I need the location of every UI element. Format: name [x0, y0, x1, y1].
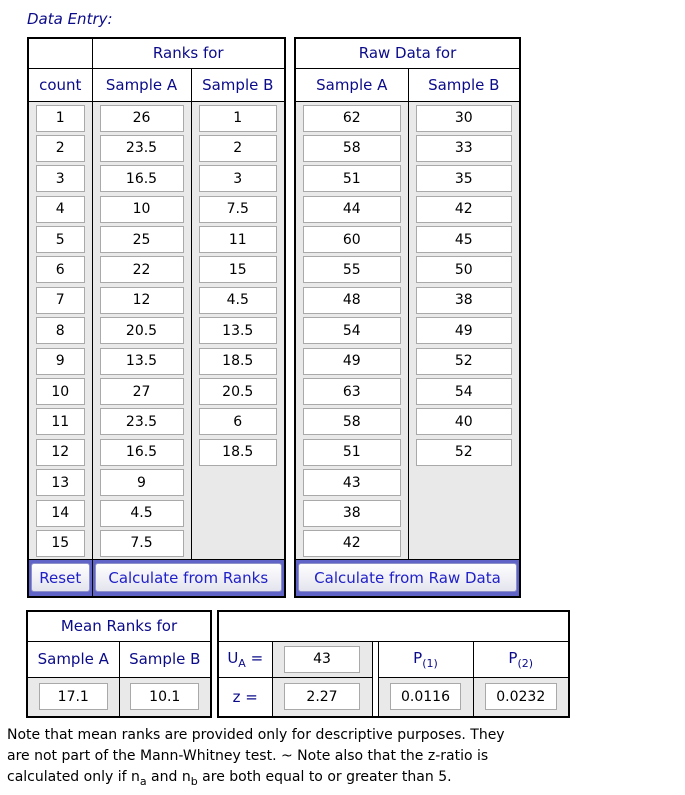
count-input-14[interactable]	[36, 500, 85, 527]
mean-sample-a-header: Sample A	[27, 641, 119, 677]
raw-a-input-12[interactable]	[303, 439, 401, 466]
data-entry-section	[27, 37, 685, 598]
stats-table	[217, 610, 570, 718]
raw-b-input-11[interactable]	[416, 408, 513, 435]
stats-empty-cell	[218, 611, 569, 641]
ranks-table	[27, 37, 286, 598]
rank-a-input-6[interactable]	[100, 256, 184, 283]
mean-b-value[interactable]	[130, 683, 199, 710]
rank-a-input-1[interactable]	[100, 105, 184, 132]
calculate-from-ranks-button[interactable]: Calculate from Ranks	[95, 563, 283, 592]
rank-b-input-4[interactable]	[199, 196, 278, 223]
raw-b-input-3[interactable]	[416, 165, 513, 192]
raw-sample-b-column	[408, 101, 520, 559]
p1-value[interactable]	[390, 683, 461, 710]
count-input-11[interactable]	[36, 408, 85, 435]
raw-a-input-10[interactable]	[303, 378, 401, 405]
count-input-6[interactable]	[36, 256, 85, 283]
ranks-sample-a-header: Sample A	[92, 68, 191, 101]
raw-b-input-2[interactable]	[416, 135, 513, 162]
raw-a-input-1[interactable]	[303, 105, 401, 132]
rank-b-input-1[interactable]	[199, 105, 278, 132]
raw-a-input-14[interactable]	[303, 500, 401, 527]
ua-value[interactable]	[284, 646, 359, 673]
page-title: Data Entry:	[27, 10, 113, 28]
raw-a-input-15[interactable]	[303, 530, 401, 557]
rank-a-input-14[interactable]	[100, 500, 184, 527]
footnote	[7, 725, 685, 792]
raw-b-input-1[interactable]	[416, 105, 513, 132]
rank-a-input-2[interactable]	[100, 135, 184, 162]
raw-a-input-11[interactable]	[303, 408, 401, 435]
raw-a-input-6[interactable]	[303, 256, 401, 283]
rank-a-input-12[interactable]	[100, 439, 184, 466]
z-label: z =	[218, 677, 272, 717]
raw-b-input-4[interactable]	[416, 196, 513, 223]
count-input-8[interactable]	[36, 317, 85, 344]
mean-b-cell	[119, 677, 211, 717]
raw-a-input-5[interactable]	[303, 226, 401, 253]
raw-data-header: Raw Data for	[295, 38, 520, 68]
rank-a-input-8[interactable]	[100, 317, 184, 344]
reset-button[interactable]: Reset	[31, 563, 90, 592]
count-input-13[interactable]	[36, 469, 85, 496]
raw-b-input-6[interactable]	[416, 256, 513, 283]
table-gap	[286, 37, 294, 598]
count-column	[28, 101, 92, 559]
rank-b-input-3[interactable]	[199, 165, 278, 192]
results-section	[26, 610, 685, 718]
p2-value[interactable]	[485, 683, 557, 710]
rank-b-input-10[interactable]	[199, 378, 278, 405]
calc-raw-button-cell	[295, 559, 520, 597]
rank-b-input-6[interactable]	[199, 256, 278, 283]
mean-ranks-table	[26, 610, 212, 718]
p1-header: $P_{(1)}$	[378, 641, 473, 677]
footnote-line-3: calculated only if $n_a$ and $n_b$ are both equal to or greater than 5.	[7, 769, 452, 788]
reset-button-cell	[28, 559, 92, 597]
footnote-line-1: Note that mean ranks are provided only for descriptive purposes. They	[7, 727, 505, 743]
ranks-corner-cell	[28, 38, 92, 68]
rank-a-input-5[interactable]	[100, 226, 184, 253]
count-input-12[interactable]	[36, 439, 85, 466]
rank-b-input-8[interactable]	[199, 317, 278, 344]
count-input-3[interactable]	[36, 165, 85, 192]
rank-a-input-9[interactable]	[100, 348, 184, 375]
raw-b-input-5[interactable]	[416, 226, 513, 253]
raw-sample-a-column	[295, 101, 408, 559]
calculate-from-raw-data-button[interactable]: Calculate from Raw Data	[298, 563, 517, 592]
mean-a-value[interactable]	[39, 683, 108, 710]
count-input-2[interactable]	[36, 135, 85, 162]
ranks-header: Ranks for	[92, 38, 285, 68]
raw-data-table	[294, 37, 521, 598]
count-input-5[interactable]	[36, 226, 85, 253]
ua-label: $U_A$ =	[218, 641, 272, 677]
mean-sample-b-header: Sample B	[119, 641, 211, 677]
raw-sample-b-header: Sample B	[408, 68, 520, 101]
raw-b-input-7[interactable]	[416, 287, 513, 314]
rank-b-input-2[interactable]	[199, 135, 278, 162]
p2-cell	[473, 677, 569, 717]
ranks-sample-b-header: Sample B	[191, 68, 285, 101]
rank-a-input-15[interactable]	[100, 530, 184, 557]
ranks-sample-a-column	[92, 101, 191, 559]
rank-a-input-13[interactable]	[100, 469, 184, 496]
raw-a-input-13[interactable]	[303, 469, 401, 496]
raw-b-input-9[interactable]	[416, 348, 513, 375]
rank-b-input-12[interactable]	[199, 439, 278, 466]
raw-a-input-2[interactable]	[303, 135, 401, 162]
raw-a-input-3[interactable]	[303, 165, 401, 192]
mean-a-cell	[27, 677, 119, 717]
calc-ranks-button-cell	[92, 559, 285, 597]
rank-b-input-7[interactable]	[199, 287, 278, 314]
z-cell	[272, 677, 372, 717]
raw-b-input-10[interactable]	[416, 378, 513, 405]
rank-a-input-4[interactable]	[100, 196, 184, 223]
rank-a-input-3[interactable]	[100, 165, 184, 192]
count-input-1[interactable]	[36, 105, 85, 132]
rank-b-input-11[interactable]	[199, 408, 278, 435]
rank-b-input-5[interactable]	[199, 226, 278, 253]
count-input-4[interactable]	[36, 196, 85, 223]
ua-cell	[272, 641, 372, 677]
rank-a-input-7[interactable]	[100, 287, 184, 314]
raw-sample-a-header: Sample A	[295, 68, 408, 101]
count-input-7[interactable]	[36, 287, 85, 314]
raw-a-input-8[interactable]	[303, 317, 401, 344]
mean-ranks-header: Mean Ranks for	[27, 611, 211, 641]
count-input-9[interactable]	[36, 348, 85, 375]
count-input-10[interactable]	[36, 378, 85, 405]
raw-a-input-4[interactable]	[303, 196, 401, 223]
rank-a-input-11[interactable]	[100, 408, 184, 435]
raw-a-input-9[interactable]	[303, 348, 401, 375]
raw-b-input-8[interactable]	[416, 317, 513, 344]
p2-header: $P_{(2)}$	[473, 641, 569, 677]
raw-b-input-12[interactable]	[416, 439, 513, 466]
rank-b-input-9[interactable]	[199, 348, 278, 375]
z-value[interactable]	[284, 683, 359, 710]
rank-a-input-10[interactable]	[100, 378, 184, 405]
p1-cell	[378, 677, 473, 717]
count-input-15[interactable]	[36, 530, 85, 557]
ranks-sample-b-column	[191, 101, 285, 559]
footnote-line-2: are not part of the Mann-Whitney test. ~ Note also that the z-ratio is	[7, 748, 489, 764]
raw-a-input-7[interactable]	[303, 287, 401, 314]
count-header: count	[28, 68, 92, 101]
